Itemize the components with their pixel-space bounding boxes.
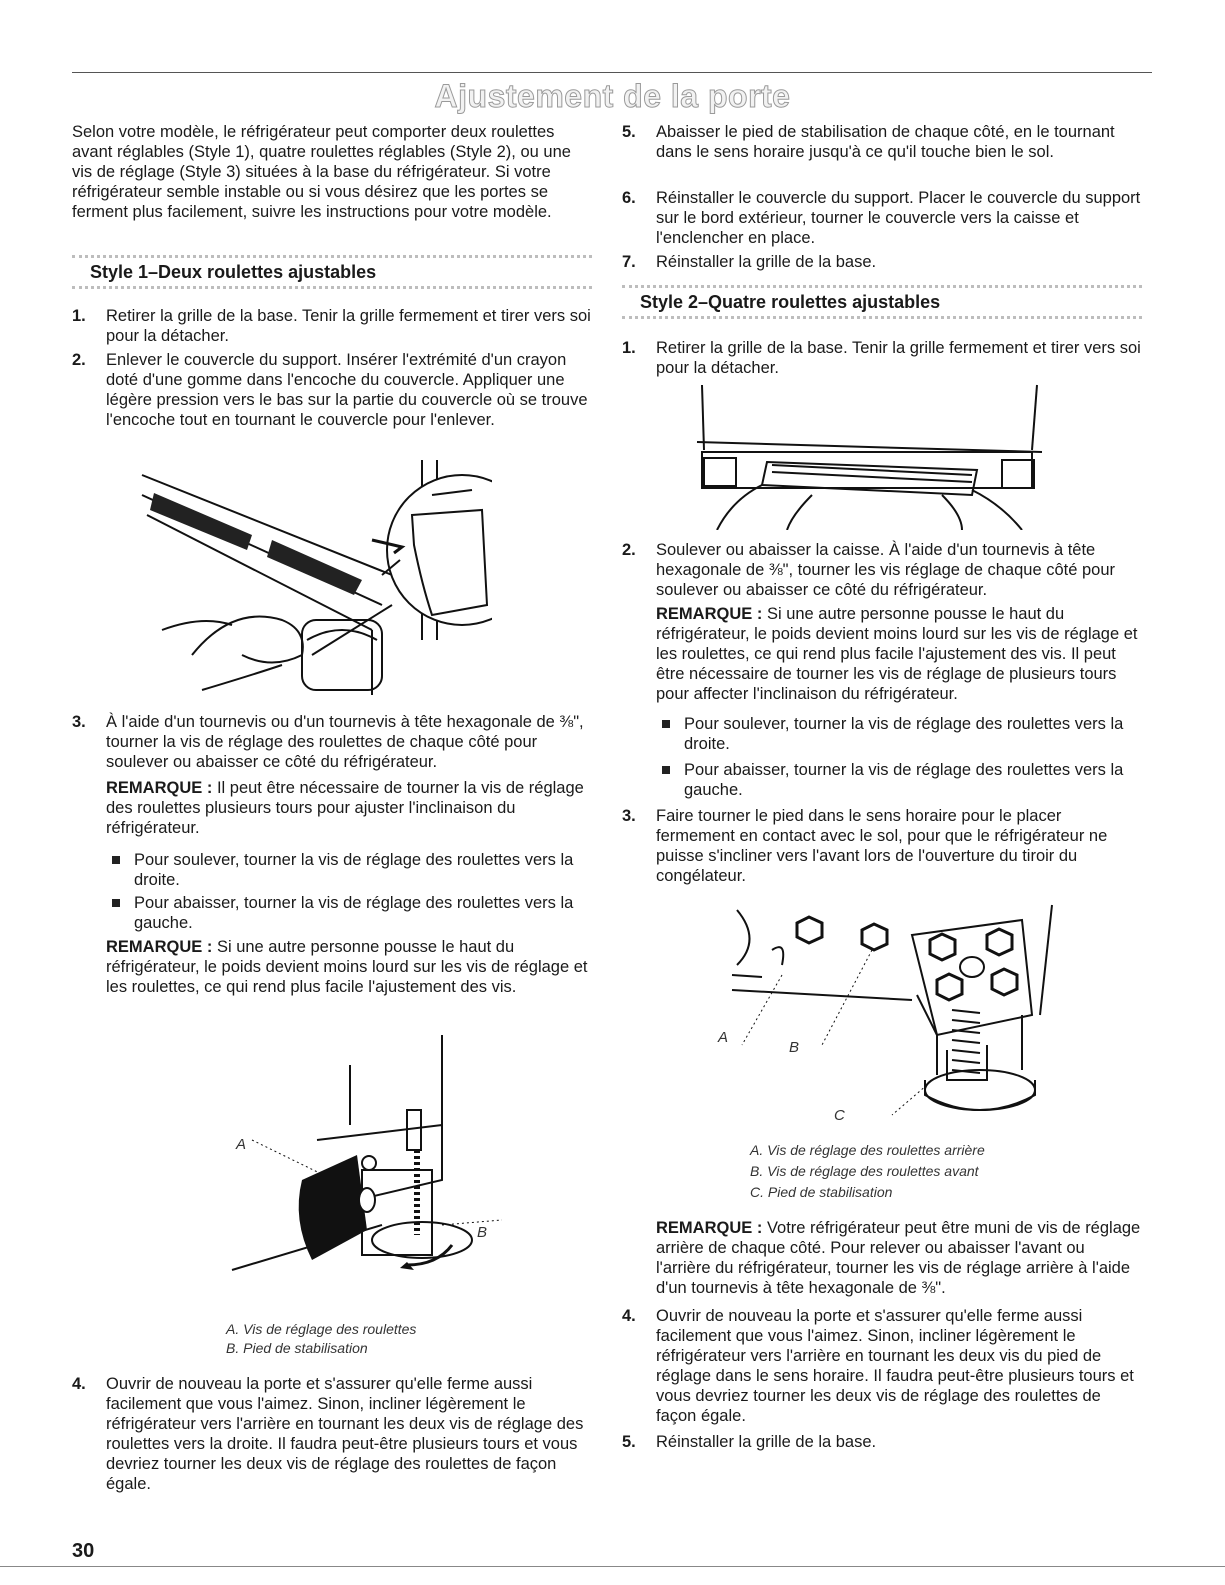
hex-bolt-icon (862, 924, 887, 950)
bottom-rule (0, 1566, 1225, 1567)
hex-bolt-icon (930, 934, 955, 960)
note-label: REMARQUE : (656, 1219, 763, 1237)
note-text: Il peut être nécessaire de tourner la vis de réglage des roulettes plusieurs tours pour ajuster l'inclinaison du réfrigérateur. (106, 779, 584, 837)
step-text: Retirer la grille de la base. Tenir la grille fermement et tirer vers soi pour la détacher. (656, 339, 1141, 377)
hex-bolt-icon (797, 917, 822, 943)
top-rule (72, 72, 1152, 73)
step-number: 1. (72, 307, 86, 325)
style1-heading: Style 1–Deux roulettes ajustables (72, 255, 592, 289)
style2-bullet-2 (656, 760, 1142, 800)
grille-removal-illustration (692, 380, 1052, 530)
step-text: Ouvrir de nouveau la porte et s'assurer qu'elle ferme aussi facilement que vous l'aimez. Sinon, incliner légèrement le réfrigérateur vers l'arrière en tournant les deux vis de réglage des roulettes vers la droite. Il faudra peut-être plusieurs tours et vous devriez tourner les deux vis de réglage des roulettes de façon égale. (106, 1375, 584, 1493)
step-number: 5. (622, 1433, 636, 1451)
step-number: 4. (622, 1307, 636, 1325)
style1-bullet-2 (106, 893, 592, 933)
step-number: 3. (622, 807, 636, 825)
caption-b: B. Vis de réglage des roulettes avant (750, 1163, 979, 1179)
style1-note-2 (106, 937, 592, 997)
step-number: 6. (622, 189, 636, 207)
style1-note-1 (106, 778, 592, 838)
style2-step-4 (622, 1306, 1142, 1426)
zoom-inset-circle (387, 475, 492, 625)
caption-a: A. Vis de réglage des roulettes (226, 1321, 417, 1337)
figure-label-a: A (718, 1029, 729, 1046)
style1-step-5 (622, 122, 1142, 162)
step-text: À l'aide d'un tournevis ou d'un tournevis à tête hexagonale de ⅜", tourner la vis de réglage des roulettes de chaque côté pour soulever ou abaisser ce côté du réfrigérateur. (106, 713, 584, 771)
step-number: 3. (72, 713, 86, 731)
figure-label-a: A (236, 1136, 247, 1153)
style1-step-3 (72, 712, 592, 772)
style2-note-1 (656, 604, 1142, 704)
style1-step-6 (622, 188, 1142, 248)
step-text: Enlever le couvercle du support. Insérer l'extrémité d'un crayon doté d'une gomme dans l'encoche du couvercle. Appliquer une légère pression vers le bas sur la partie du couvercle où se trouve l'encoche tout en tournant le couvercle pour l'enlever. (106, 351, 588, 429)
hex-bolt-icon (987, 929, 1012, 955)
cover-removal-illustration (132, 455, 492, 700)
step-text: Faire tourner le pied dans le sens horaire pour le placer fermement en contact avec le sol, pour que le réfrigérateur ne puisse s'incliner vers l'avant lors de l'ouverture du tiroir du congélateur. (656, 807, 1108, 885)
bullet-square-icon (112, 899, 120, 907)
figure-label-b: B (789, 1039, 800, 1056)
step-number: 1. (622, 339, 636, 357)
style2-step-2 (622, 540, 1142, 600)
page-number: 30 (72, 1540, 95, 1562)
style2-step-1 (622, 338, 1142, 378)
bullet-text: Pour abaisser, tourner la vis de réglage des roulettes vers la gauche. (684, 761, 1124, 799)
style1-step-4 (72, 1374, 592, 1494)
bullet-square-icon (662, 766, 670, 774)
note-label: REMARQUE : (106, 779, 213, 797)
style2-note-2 (656, 1218, 1142, 1298)
figure-label-c: C (834, 1107, 845, 1124)
step-number: 4. (72, 1375, 86, 1393)
style1-step-2 (72, 350, 592, 430)
step-text: Réinstaller la grille de la base. (656, 253, 877, 271)
leveling-foot-illustration (722, 895, 1062, 1135)
style2-step-3 (622, 806, 1142, 886)
step-text: Abaisser le pied de stabilisation de chaque côté, en le tournant dans le sens horaire jusqu'à ce qu'il touche bien le sol. (656, 123, 1115, 161)
step-text: Ouvrir de nouveau la porte et s'assurer qu'elle ferme aussi facilement que vous l'aimez. Sinon, incliner légèrement le réfrigérateur vers l'arrière en tournant les deux vis du pied de réglage dans le sens horaire. Il faudra peut-être plusieurs tours et vous devriez tourner les deux vis de réglage des roulettes de façon égale. (656, 1307, 1134, 1425)
style1-bullet-1 (106, 850, 592, 890)
bullet-text: Pour soulever, tourner la vis de réglage des roulettes vers la droite. (684, 715, 1124, 753)
style1-step-7 (622, 252, 1142, 272)
step-text: Réinstaller le couvercle du support. Placer le couvercle du support sur le bord extérieur, tourner le couvercle vers la caisse et l'enclencher en place. (656, 189, 1141, 247)
step-number: 7. (622, 253, 636, 271)
step-number: 2. (622, 541, 636, 559)
intro-paragraph: Selon votre modèle, le réfrigérateur peut comporter deux roulettes avant réglables (Style 1), quatre roulettes réglables (Style 2), ou une vis de réglage (Style 3) situées à la base du réfrigérateur. Si votre réfrigérateur semble instable ou si vous désirez que les portes se ferment plus facilement, suivre les instructions pour votre modèle. (72, 123, 571, 221)
adjustment-screw-icon (362, 1156, 376, 1170)
style1-step-1 (72, 306, 592, 346)
bullet-square-icon (662, 720, 670, 728)
bullet-text: Pour abaisser, tourner la vis de réglage des roulettes vers la gauche. (134, 894, 574, 932)
page-title: Ajustement de la porte (434, 78, 791, 114)
caption-c: C. Pied de stabilisation (750, 1184, 893, 1200)
caption-b: B. Pied de stabilisation (226, 1340, 368, 1356)
style2-bullet-1 (656, 714, 1142, 754)
step-number: 2. (72, 351, 86, 369)
note-label: REMARQUE : (656, 605, 763, 623)
hex-bolt-icon (992, 969, 1017, 995)
figure-label-b: B (477, 1224, 488, 1241)
bullet-square-icon (112, 856, 120, 864)
hex-bolt-icon (937, 974, 962, 1000)
caption-a: A. Vis de réglage des roulettes arrière (750, 1142, 985, 1158)
step-text: Réinstaller la grille de la base. (656, 1433, 877, 1451)
step-number: 5. (622, 123, 636, 141)
note-text: Votre réfrigérateur peut être muni de vis de réglage arrière de chaque côté. Pour relever ou abaisser l'avant ou l'arrière du réfrigérateur, tourner les vis de réglage arrière à l'aide d'un tournevis à tête hexagonale de ⅜". (656, 1219, 1141, 1297)
note-text: Si une autre personne pousse le haut du réfrigérateur, le poids devient moins lourd sur les vis de réglage et les roulettes, ce qui rend plus facile l'ajustement des vis. (106, 938, 588, 996)
step-text: Retirer la grille de la base. Tenir la grille fermement et tirer vers soi pour la détacher. (106, 307, 591, 345)
step-text: Soulever ou abaisser la caisse. À l'aide d'un tournevis à tête hexagonale de ⅜", tourner les vis réglage de chaque côté pour soulever ou abaisser ce côté du réfrigérateur. (656, 541, 1116, 599)
roller-adjustment-illustration (192, 1030, 512, 1280)
note-label: REMARQUE : (106, 938, 213, 956)
style2-step-5 (622, 1432, 1142, 1452)
bullet-text: Pour soulever, tourner la vis de réglage des roulettes vers la droite. (134, 851, 574, 889)
style2-heading: Style 2–Quatre roulettes ajustables (622, 285, 1142, 319)
note-text: Si une autre personne pousse le haut du réfrigérateur, le poids devient moins lourd sur les vis de réglage et les roulettes, ce qui rend plus facile l'ajustement des vis. Il peut être nécessaire de tourner les vis de réglage de plusieurs tours pour affecter l'inclinaison du réfrigérateur. (656, 605, 1138, 703)
